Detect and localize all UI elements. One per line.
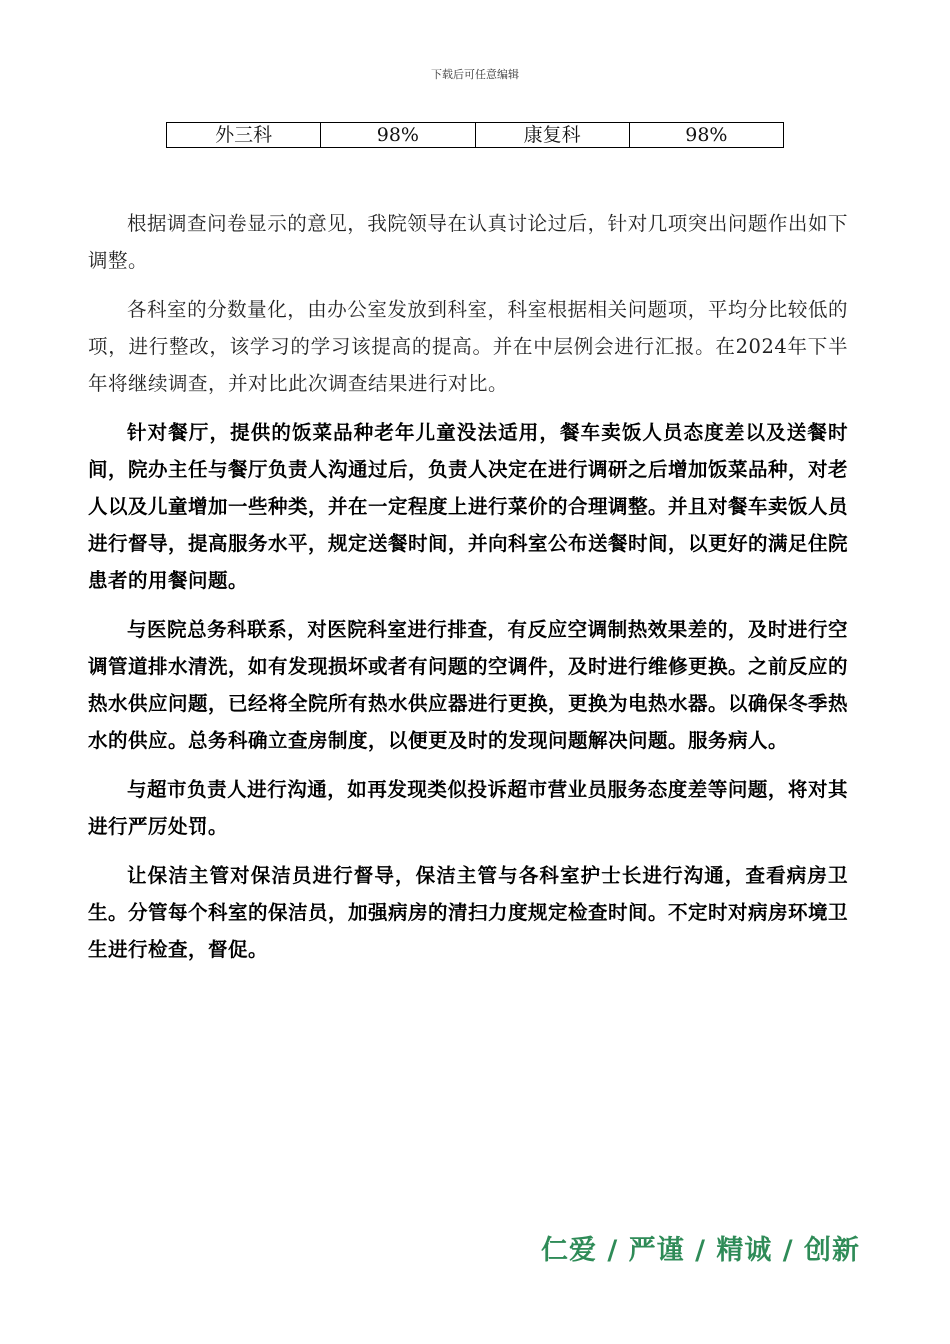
paragraph-department-scores: 各科室的分数量化，由办公室发放到科室，科室根据相关问题项，平均分比较低的项，进行整改，该学习的学习该提高的提高。并在中层例会进行汇报。在2024年下半年将继续调查，并对比此次调查结果进行对比。 (88, 298, 848, 395)
table-cell-score: 98% (321, 123, 475, 148)
table-cell-score: 98% (629, 123, 783, 148)
paragraph-cleaning: 让保洁主管对保洁员进行督导，保洁主管与各科室护士长进行沟通，查看病房卫生。分管每个科室的保洁员，加强病房的清扫力度规定检查时间。不定时对病房环境卫生进行检查，督促。 (88, 864, 849, 961)
paragraph-supermarket: 与超市负责人进行沟通，如再发现类似投诉超市营业员服务态度差等问题，将对其进行严厉处罚。 (88, 778, 848, 838)
footer-slogan: 仁爱 / 严谨 / 精诚 / 创新 (541, 1235, 860, 1266)
paragraph-general-affairs: 与医院总务科联系，对医院科室进行排查，有反应空调制热效果差的，及时进行空调管道排水清洗，如有发现损坏或者有问题的空调件，及时进行维修更换。之前反应的热水供应问题，已经将全院所有热水供应器进行更换，更换为电热水器。以确保冬季热水的供应。总务科确立查房制度，以便更及时的发现问题解决问题。服务病人。 (88, 618, 849, 752)
paragraph-canteen: 针对餐厅，提供的饭菜品种老年儿童没法适用，餐车卖饭人员态度差以及送餐时间，院办主任与餐厅负责人沟通过后，负责人决定在进行调研之后增加饭菜品种，对老人以及儿童增加一些种类，并在一定程度上进行菜价的合理调整。并且对餐车卖饭人员进行督导，提高服务水平，规定送餐时间，并向科室公布送餐时间，以更好的满足住院患者的用餐问题。 (88, 421, 849, 592)
table-row (167, 123, 784, 148)
page-header-note: 下载后可任意编辑 (431, 68, 519, 81)
table-cell-dept: 外三科 (167, 123, 321, 148)
score-table (166, 122, 784, 148)
paragraph-intro: 根据调查问卷显示的意见，我院领导在认真讨论过后，针对几项突出问题作出如下调整。 (88, 212, 848, 272)
table-cell-dept: 康复科 (475, 123, 629, 148)
document-body (88, 205, 848, 968)
